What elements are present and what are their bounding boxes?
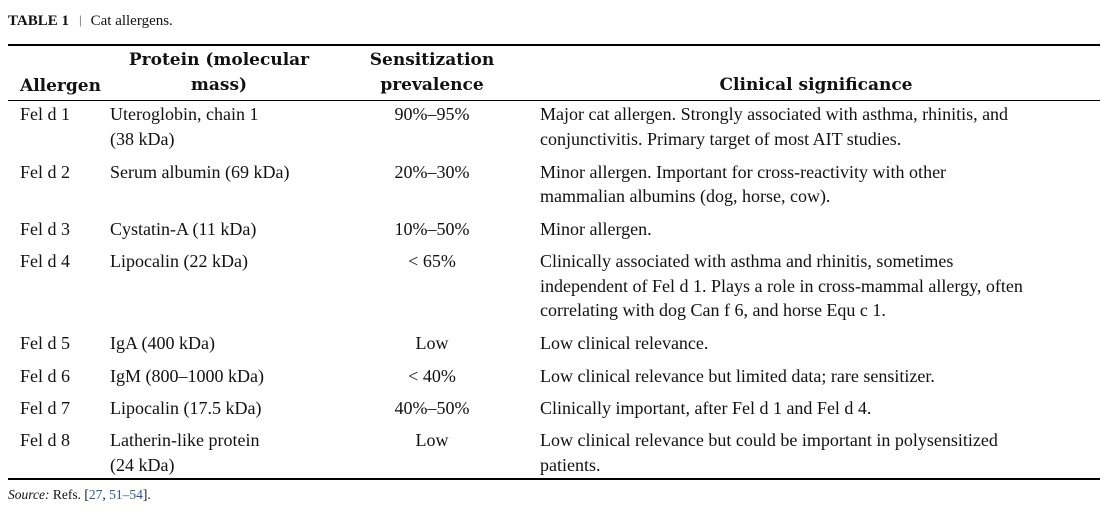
cell-prevalence: 90%–95% xyxy=(394,104,470,124)
cell-allergen: Fel d 2 xyxy=(20,162,71,182)
cell-significance: Clinically important, after Fel d 1 and Fel d 4. xyxy=(540,398,872,418)
reference-link[interactable]: 51–54 xyxy=(109,487,143,502)
cell-prevalence: Low xyxy=(415,430,449,450)
reference-link[interactable]: 27 xyxy=(88,487,103,502)
cell-significance: Minor allergen. Important for cross-reactivity with other xyxy=(540,162,947,182)
cell-significance: correlating with dog Can f 6, and horse Equ c 1. xyxy=(540,300,886,320)
cell-allergen: Fel d 1 xyxy=(20,104,71,124)
cell-allergen: Fel d 3 xyxy=(20,219,71,239)
cell-protein: Serum albumin (69 kDa) xyxy=(110,162,290,182)
cell-protein: (24 kDa) xyxy=(110,455,175,475)
cell-significance: Major cat allergen. Strongly associated with asthma, rhinitis, and xyxy=(540,104,1009,124)
header-protein-line2: mass) xyxy=(190,75,248,95)
cell-prevalence: < 65% xyxy=(408,251,456,271)
cell-allergen: Fel d 8 xyxy=(20,430,71,450)
header-protein-line1: Protein (molecular xyxy=(128,50,310,70)
cell-protein: IgA (400 kDa) xyxy=(110,333,215,353)
cell-prevalence: 20%–30% xyxy=(394,162,470,182)
cell-protein: Lipocalin (17.5 kDa) xyxy=(110,398,262,418)
source-text: Refs. xyxy=(52,487,81,502)
cell-prevalence: Low xyxy=(415,333,449,353)
top-rule xyxy=(8,44,1100,46)
source-open-bracket: [ xyxy=(84,487,89,502)
cell-significance: independent of Fel d 1. Plays a role in cross-mammal allergy, often xyxy=(540,276,1023,296)
cell-prevalence: 40%–50% xyxy=(394,398,470,418)
cell-allergen: Fel d 5 xyxy=(20,333,71,353)
cell-allergen: Fel d 4 xyxy=(20,251,71,271)
header-rule xyxy=(8,100,1100,101)
header-prevalence-line1: Sensitization xyxy=(369,50,495,70)
cell-significance: Clinically associated with asthma and rhinitis, sometimes xyxy=(540,251,954,271)
source-label: Source: xyxy=(8,487,50,502)
cell-protein: Latherin-like protein xyxy=(110,430,260,450)
source-note xyxy=(8,486,151,504)
bottom-rule xyxy=(8,478,1100,480)
cell-prevalence: < 40% xyxy=(408,366,456,386)
header-significance: Clinical significance xyxy=(719,75,913,95)
cell-significance: mammalian albumins (dog, horse, cow). xyxy=(540,186,831,206)
source-close-bracket: ]. xyxy=(142,487,151,502)
cell-protein: Cystatin-A (11 kDa) xyxy=(110,219,257,239)
header-prevalence-line2: prevalence xyxy=(380,75,484,95)
cell-significance: Low clinical relevance but could be important in polysensitized xyxy=(540,430,998,450)
cell-significance: patients. xyxy=(540,455,601,475)
table-label: TABLE 1 xyxy=(8,13,69,29)
cell-protein: IgM (800–1000 kDa) xyxy=(110,366,264,386)
caption-separator: | xyxy=(79,12,82,27)
cell-significance: Minor allergen. xyxy=(540,219,652,239)
table-title: Cat allergens. xyxy=(90,13,173,29)
cell-protein: (38 kDa) xyxy=(110,129,175,149)
cell-protein: Lipocalin (22 kDa) xyxy=(110,251,248,271)
table-caption xyxy=(8,11,173,31)
header-allergen: Allergen xyxy=(20,76,101,96)
cell-allergen: Fel d 7 xyxy=(20,398,71,418)
cell-protein: Uteroglobin, chain 1 xyxy=(110,104,259,124)
cell-significance: Low clinical relevance but limited data; rare sensitizer. xyxy=(540,366,935,386)
cell-significance: Low clinical relevance. xyxy=(540,333,709,353)
source-comma: , xyxy=(102,487,106,502)
cell-prevalence: 10%–50% xyxy=(394,219,470,239)
cell-significance: conjunctivitis. Primary target of most AIT studies. xyxy=(540,129,902,149)
cell-allergen: Fel d 6 xyxy=(20,366,71,386)
